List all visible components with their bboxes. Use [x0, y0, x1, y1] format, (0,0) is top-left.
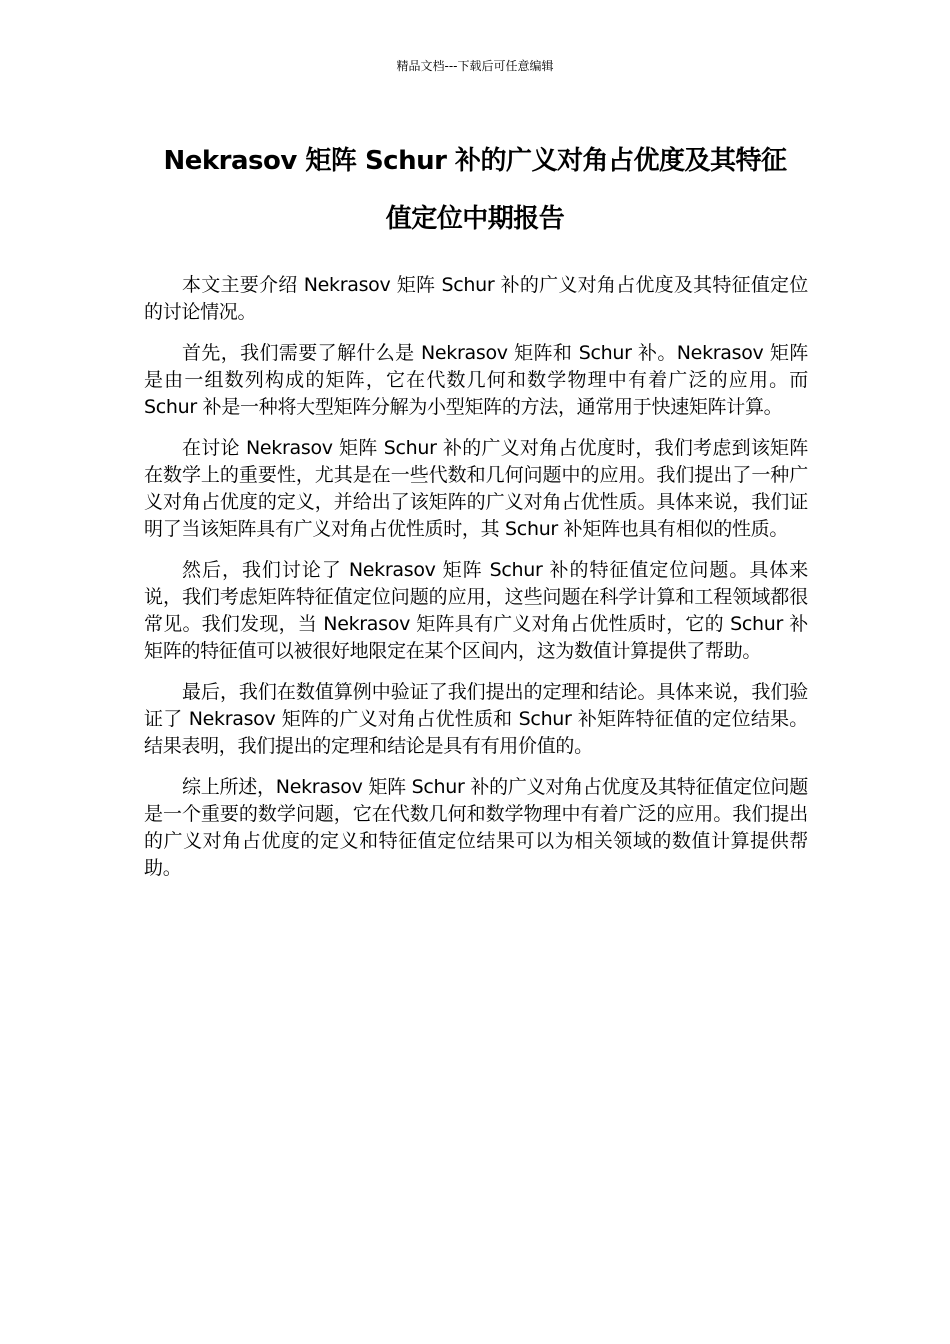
title-line-1: Nekrasov 矩阵 Schur 补的广义对角占优度及其特征	[163, 146, 787, 176]
document-body	[144, 272, 808, 896]
paragraph-dominance: 在讨论 Nekrasov 矩阵 Schur 补的广义对角占优度时，我们考虑到该矩阵在数学上的重要性，尤其是在一些代数和几何问题中的应用。我们提出了一种广义对角占优度的定义，并给出了该矩阵的广义对角占优性质。具体来说，我们证明了当该矩阵具有广义对角占优性质时，其 Schur 补矩阵也具有相似的性质。	[144, 437, 808, 540]
paragraph-conclusion: 综上所述，Nekrasov 矩阵 Schur 补的广义对角占优度及其特征值定位问题是一个重要的数学问题，它在代数几何和数学物理中有着广泛的应用。我们提出的广义对角占优度的定义和特征值定位结果可以为相关领域的数值计算提供帮助。	[144, 776, 808, 879]
title-line-2: 值定位中期报告	[385, 204, 565, 234]
paragraph-definitions: 首先，我们需要了解什么是 Nekrasov 矩阵和 Schur 补。Nekrasov 矩阵是由一组数列构成的矩阵，它在代数几何和数学物理中有着广泛的应用。而 Schur 补是一种将大型矩阵分解为小型矩阵的方法，通常用于快速矩阵计算。	[144, 342, 808, 418]
paragraph-intro: 本文主要介绍 Nekrasov 矩阵 Schur 补的广义对角占优度及其特征值定位的讨论情况。	[144, 274, 808, 323]
paragraph-eigenvalue: 然后，我们讨论了 Nekrasov 矩阵 Schur 补的特征值定位问题。具体来说，我们考虑矩阵特征值定位问题的应用，这些问题在科学计算和工程领域都很常见。我们发现，当 Nekrasov 矩阵具有广义对角占优性质时，它的 Schur 补矩阵的特征值可以被很好地限定在某个区间内，这为数值计算提供了帮助。	[144, 559, 808, 662]
document-title	[130, 132, 820, 248]
header-note: 精品文档---下载后可任意编辑	[396, 59, 554, 73]
paragraph-verification: 最后，我们在数值算例中验证了我们提出的定理和结论。具体来说，我们验证了 Nekrasov 矩阵的广义对角占优性质和 Schur 补矩阵特征值的定位结果。结果表明，我们提出的定理和结论是具有有用价值的。	[144, 681, 808, 757]
